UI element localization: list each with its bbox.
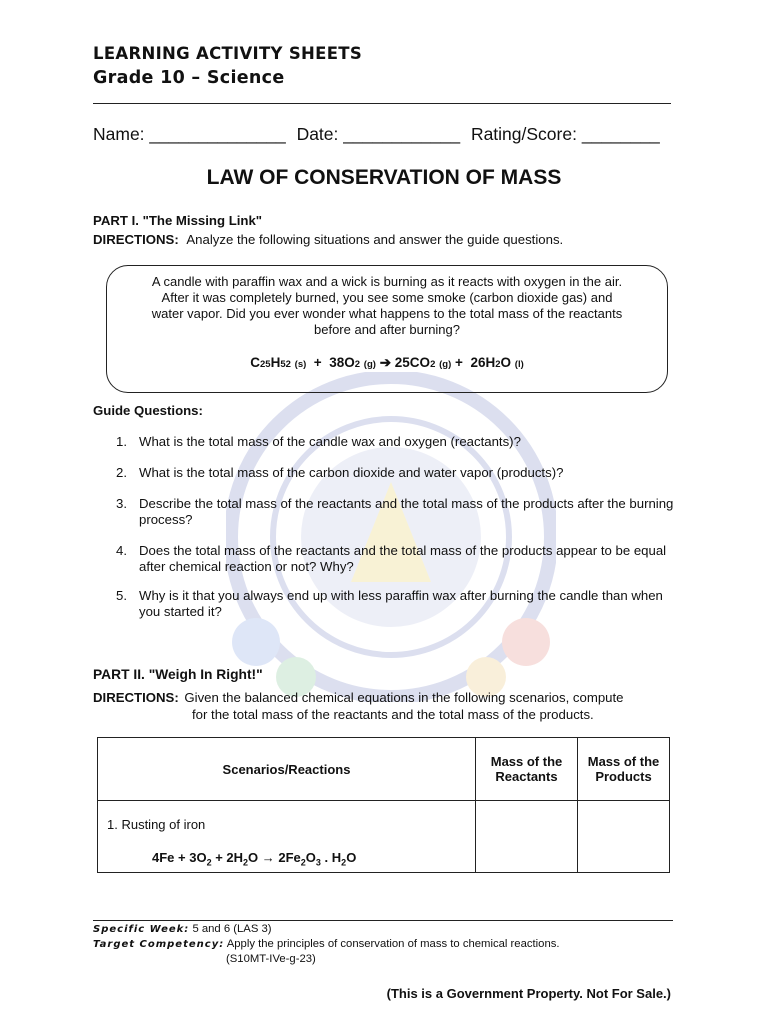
situation-box bbox=[106, 265, 668, 393]
eq-subscript: 2 bbox=[341, 857, 347, 868]
rating-field[interactable]: ________ bbox=[581, 124, 660, 144]
eq-subscript: 52 bbox=[280, 359, 291, 370]
student-info-row bbox=[93, 124, 673, 145]
question-text: Does the total mass of the reactants and the total mass of the products appear to be equal after chemical reaction or not? Why? bbox=[139, 543, 667, 574]
directions-text: Analyze the following situations and answer the guide questions. bbox=[186, 232, 564, 247]
question-number: 2. bbox=[116, 465, 127, 480]
eq-subscript: 2 bbox=[206, 857, 212, 868]
eq-term: O → 2Fe bbox=[248, 850, 301, 865]
reactants-mass-header bbox=[476, 738, 578, 801]
date-field[interactable]: ____________ bbox=[343, 124, 461, 144]
question-number: 3. bbox=[116, 496, 127, 511]
table-row bbox=[98, 801, 670, 873]
eq-subscript: 2 bbox=[300, 857, 306, 868]
question-number: 5. bbox=[116, 588, 127, 603]
header-divider bbox=[93, 103, 671, 104]
eq-term: 4Fe + 3O bbox=[152, 850, 207, 865]
deped-seal-watermark-icon bbox=[226, 372, 556, 702]
eq-plus: + bbox=[313, 355, 322, 370]
header-line: Reactants bbox=[495, 769, 558, 784]
eq-subscript: 2 bbox=[243, 857, 249, 868]
situation-line: water vapor. Did you ever wonder what happens to the total mass of the reactants bbox=[151, 306, 623, 321]
question-text: Describe the total mass of the reactants and the total mass of the products after the burning process? bbox=[139, 496, 674, 527]
products-mass-cell[interactable] bbox=[578, 801, 670, 873]
table-header-row bbox=[98, 738, 670, 801]
eq-state: (s) bbox=[294, 359, 307, 370]
week-label: Specific Week: bbox=[93, 924, 190, 935]
eq-term: H bbox=[270, 355, 281, 370]
government-property-notice: (This is a Government Property. Not For Sale.) bbox=[386, 986, 671, 1001]
header-line: Products bbox=[595, 769, 652, 784]
competency-code: (S10MT-IVe-g-23) bbox=[226, 953, 316, 965]
question-text: What is the total mass of the candle wax and oxygen (reactants)? bbox=[139, 434, 521, 449]
eq-term: 38O bbox=[329, 355, 355, 370]
competency-label: Target Competency: bbox=[93, 939, 225, 950]
directions-text: Given the balanced chemical equations in the following scenarios, compute bbox=[184, 690, 624, 705]
reactants-mass-cell[interactable] bbox=[476, 801, 578, 873]
week-value: 5 and 6 (LAS 3) bbox=[192, 923, 272, 935]
question-number: 1. bbox=[116, 434, 127, 449]
directions-label: DIRECTIONS: bbox=[93, 232, 179, 247]
eq-state: (l) bbox=[514, 359, 524, 370]
eq-term: O bbox=[500, 355, 512, 370]
name-label: Name: bbox=[93, 124, 145, 144]
target-competency-line bbox=[93, 938, 560, 950]
eq-term: 26H bbox=[470, 355, 496, 370]
eq-state: (g) bbox=[439, 359, 452, 370]
directions-label: DIRECTIONS: bbox=[93, 690, 179, 705]
rating-label: Rating/Score: bbox=[470, 124, 577, 144]
part2-heading: PART II. "Weigh In Right!" bbox=[93, 667, 263, 682]
products-mass-header bbox=[578, 738, 670, 801]
eq-subscript: 3 bbox=[315, 857, 321, 868]
eq-subscript: 2 bbox=[495, 359, 501, 370]
part2-directions-continued: for the total mass of the reactants and the total mass of the products. bbox=[192, 707, 594, 722]
eq-term: O bbox=[305, 850, 316, 865]
eq-subscript: 2 bbox=[430, 359, 436, 370]
eq-term: C bbox=[250, 355, 260, 370]
scenarios-header: Scenarios/Reactions bbox=[98, 738, 476, 801]
scenario-label: 1. Rusting of iron bbox=[107, 817, 206, 832]
question-text: Why is it that you always end up with less paraffin wax after burning the candle than when you started it? bbox=[139, 588, 663, 619]
situation-line: A candle with paraffin wax and a wick is burning as it reacts with oxygen in the air. bbox=[151, 274, 623, 289]
rusting-equation bbox=[152, 850, 475, 868]
sheet-series-title: LEARNING ACTIVITY SHEETS bbox=[93, 44, 363, 63]
grade-subject: Grade 10 – Science bbox=[93, 68, 285, 88]
scenarios-table bbox=[97, 737, 670, 873]
eq-subscript: 2 bbox=[354, 359, 361, 370]
combustion-equation bbox=[107, 355, 667, 371]
situation-text bbox=[107, 274, 667, 338]
competency-value: Apply the principles of conservation of mass to chemical reactions. bbox=[226, 938, 560, 950]
eq-plus: + bbox=[455, 355, 463, 370]
situation-line: After it was completely burned, you see some smoke (carbon dioxide gas) and bbox=[161, 290, 613, 305]
eq-term: O bbox=[346, 850, 357, 865]
date-label: Date: bbox=[296, 124, 339, 144]
footer-divider bbox=[93, 920, 673, 921]
question-number: 4. bbox=[116, 543, 127, 558]
specific-week-line bbox=[93, 923, 272, 935]
situation-line: before and after burning? bbox=[314, 322, 460, 337]
eq-term: + 2H bbox=[211, 850, 244, 865]
eq-term: . H bbox=[320, 850, 342, 865]
header-line: Mass of the bbox=[490, 754, 563, 769]
header-line: Mass of the bbox=[587, 754, 660, 769]
guide-questions-label: Guide Questions: bbox=[93, 403, 203, 418]
eq-subscript: 25 bbox=[259, 359, 271, 370]
eq-state: (g) bbox=[363, 359, 376, 370]
part1-directions bbox=[93, 232, 563, 247]
part1-heading: PART I. "The Missing Link" bbox=[93, 213, 263, 228]
arrow-icon: ➔ bbox=[379, 355, 392, 370]
page-title: LAW OF CONSERVATION OF MASS bbox=[206, 166, 562, 189]
name-field[interactable]: ______________ bbox=[149, 124, 286, 144]
eq-term: 25CO bbox=[394, 355, 431, 370]
part2-directions bbox=[93, 690, 624, 705]
question-text: What is the total mass of the carbon dioxide and water vapor (products)? bbox=[139, 465, 564, 480]
scenario-cell bbox=[98, 801, 476, 873]
